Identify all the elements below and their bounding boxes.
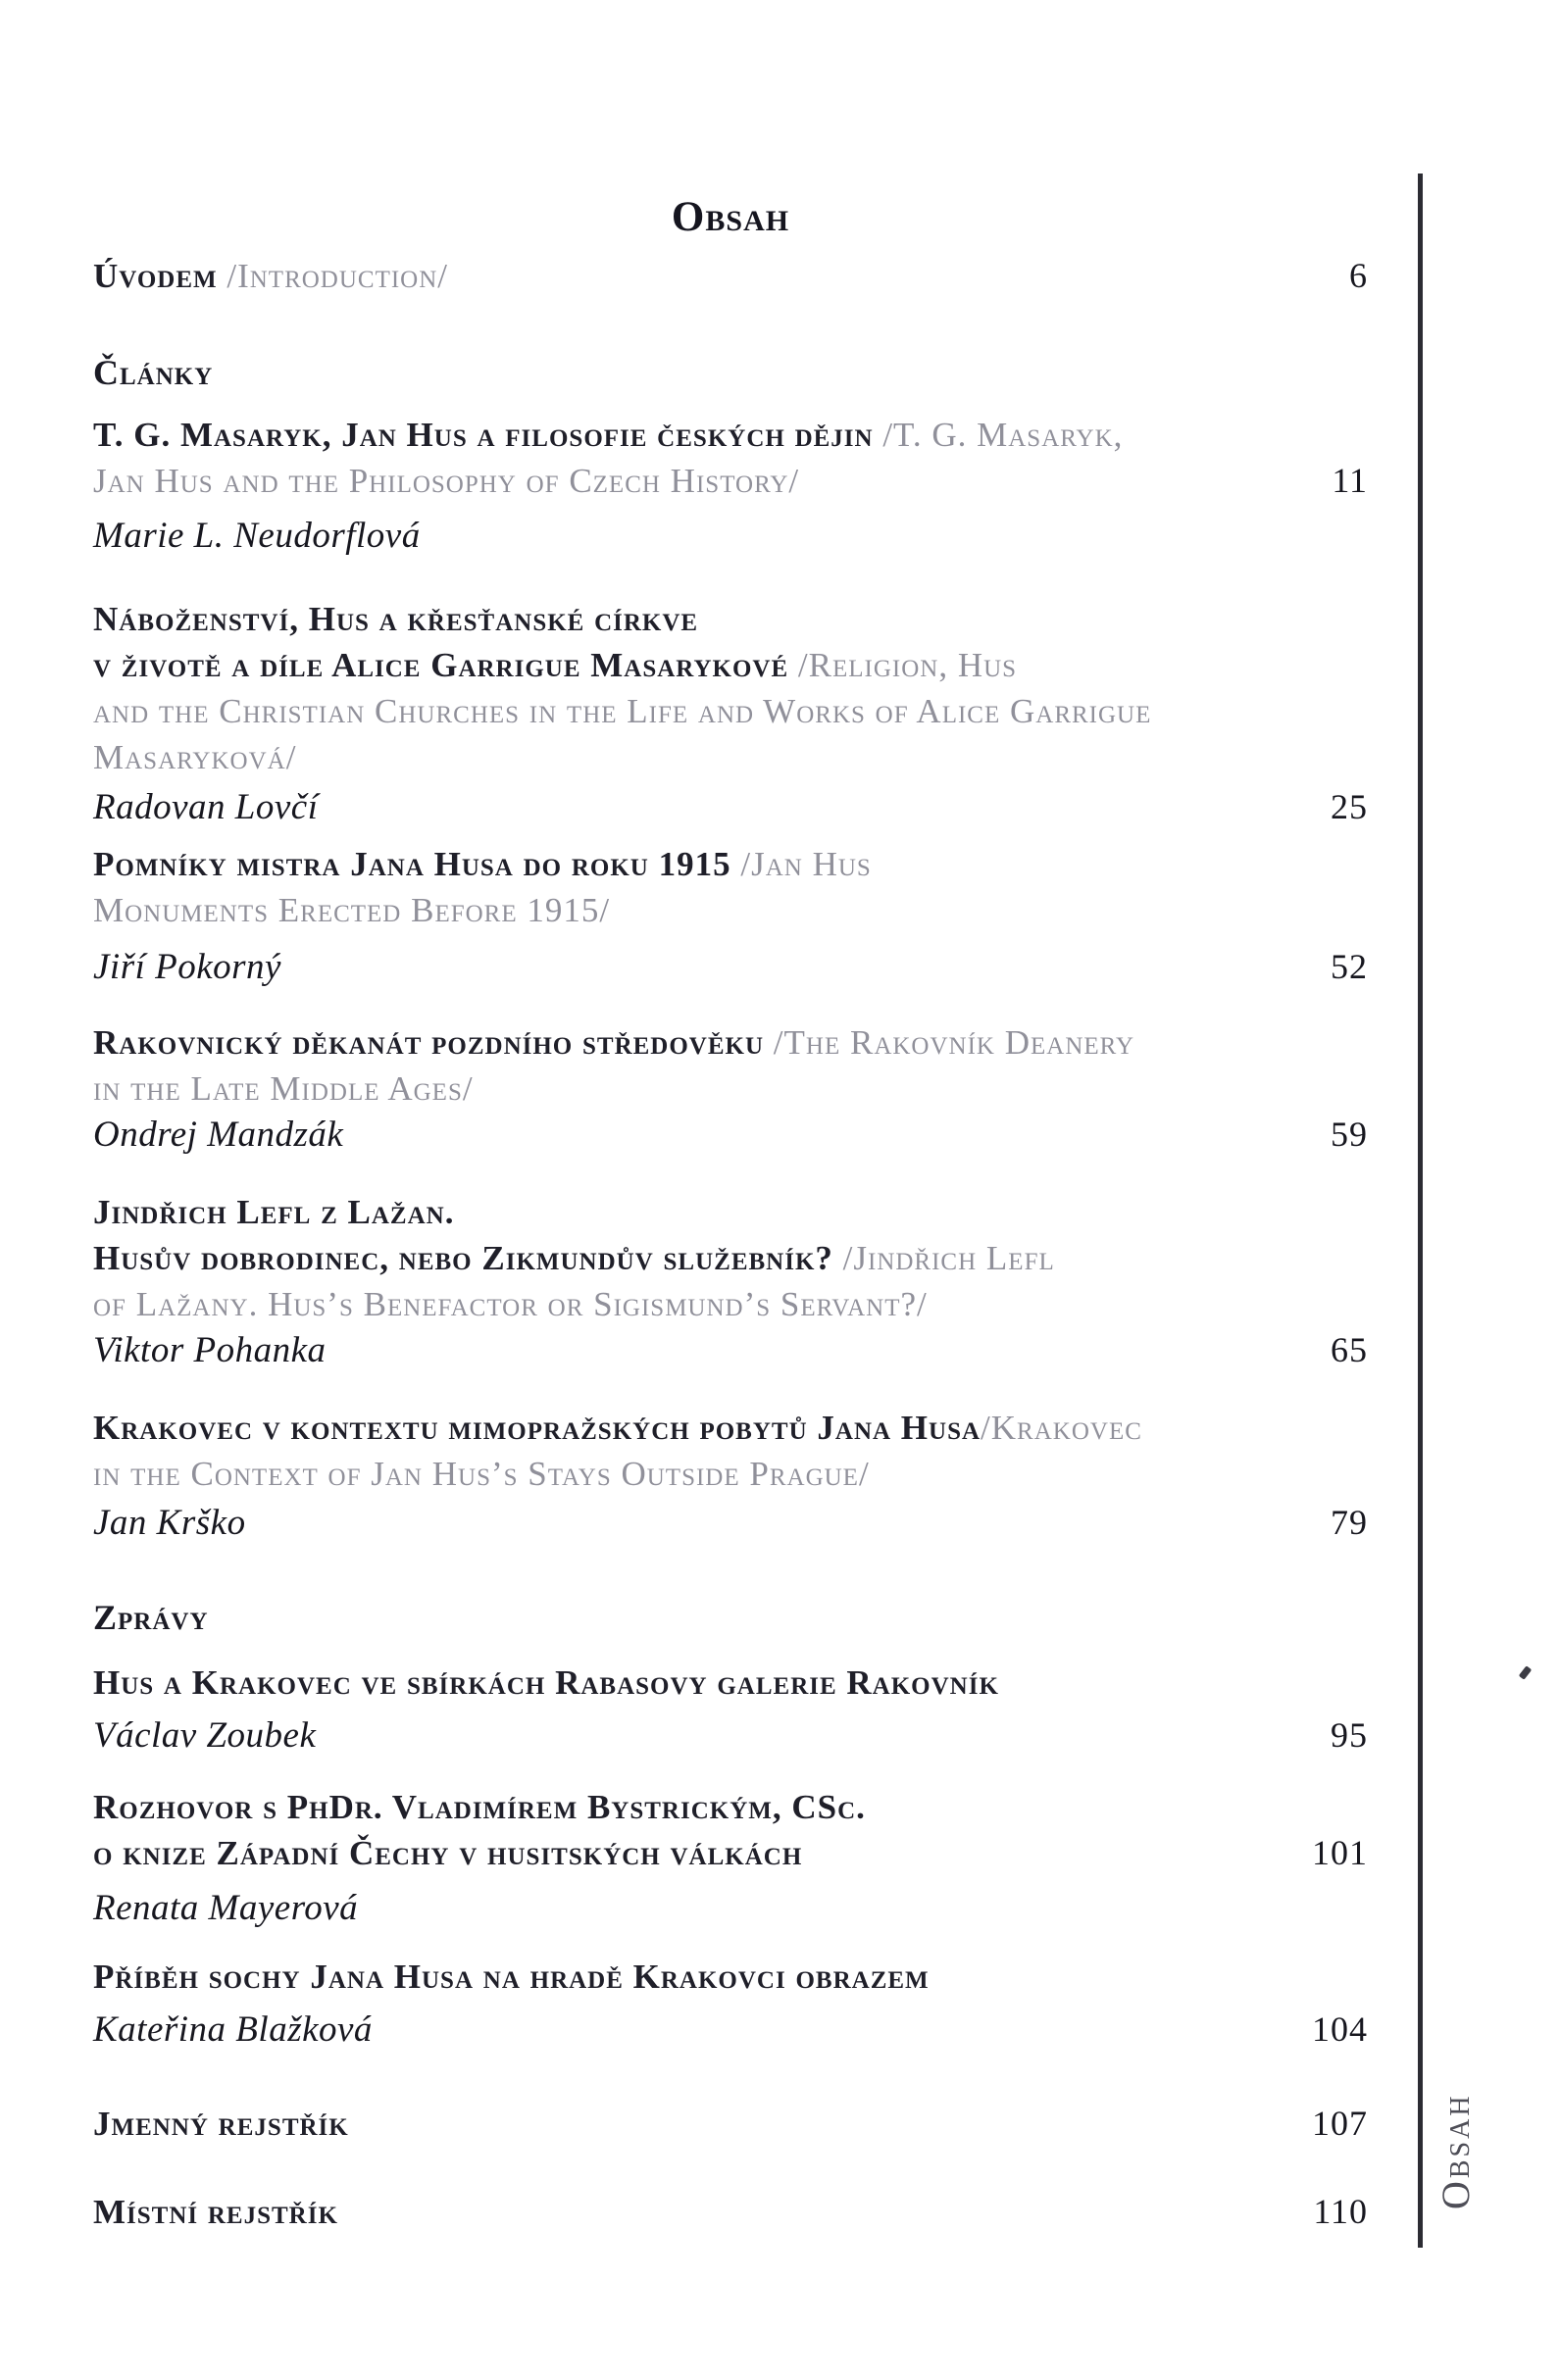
author-row [93,944,1368,990]
page-number: 104 [1312,2009,1368,2049]
toc-entry-uvodem [93,253,1368,299]
page-number: 59 [1331,1115,1368,1154]
entry-title-line [93,596,698,642]
entry-title-line [93,2101,349,2147]
ink-speck [1519,1665,1533,1680]
toc-row [93,1281,1368,1327]
toc-row [93,734,1368,780]
author-row [93,2007,1368,2053]
author-name: Viktor Pohanka [93,1330,327,1370]
entry-title-line [93,2189,338,2235]
entry-title-cz: Krakovec v kontextu mimopražských pobytů Jana Husa [93,1409,981,1447]
entry-title-cz: Náboženství, Hus a křesťanské církve [93,600,699,638]
toc-entry-jindrich-lefl [93,1189,1368,1373]
entry-title-line [93,1954,930,2000]
toc-row [93,1954,1368,2000]
entry-title-line [93,1235,1055,1281]
entry-title-en: in the Late Middle Ages/ [93,1069,474,1108]
entry-title-en: Monuments Erected Before 1915/ [93,891,611,929]
entry-title-line [93,458,799,504]
author-row [93,1500,1368,1546]
entry-title-line [93,1830,802,1876]
toc-row [93,1189,1368,1235]
entry-title-cz: Rakovnický děkanát pozdního středověku [93,1023,774,1062]
entry-title-en: /Religion, Hus [797,646,1018,684]
toc-row [93,1066,1368,1112]
entry-title-cz: Příběh sochy Jana Husa na hradě Krakovci obrazem [93,1958,930,1996]
toc-row [93,642,1368,688]
entry-title-line [93,1784,866,1830]
toc-entry-nabozenstvi [93,596,1368,830]
entry-title-en: /Introduction/ [226,257,449,295]
page-number: 11 [1332,461,1368,500]
toc-entry-masaryk [93,412,1368,559]
entry-title-line [93,688,1151,734]
entry-title-en: Masaryková/ [93,738,297,776]
entry-title-en: /Krakovec [981,1409,1142,1447]
entry-title-line [93,1660,999,1706]
entry-title-line [93,734,296,780]
toc-row [93,1019,1368,1066]
page-number: 95 [1331,1715,1368,1755]
entry-title-cz: v životě a díle Alice Garrigue Masarykové [93,646,798,684]
entry-title-line [93,1451,870,1497]
toc-row [93,841,1368,887]
entry-title-cz: Jmenný rejstřík [93,2105,349,2143]
toc-row [93,1235,1368,1281]
toc-row [93,2101,1368,2147]
page-number: 110 [1313,2192,1368,2231]
entry-title-en: Jan Hus and the Philosophy of Czech History/ [93,462,800,500]
entry-title-line [93,1281,928,1327]
entry-title-line [93,1066,474,1112]
entry-title-cz: Hus a Krakovec ve sbírkách Rabasovy galerie Rakovník [93,1663,999,1702]
author-name: Marie L. Neudorflová [93,516,421,556]
entry-title-en: /The Rakovník Deanery [773,1023,1134,1062]
toc-row [93,596,1368,642]
page-number: 25 [1331,787,1368,826]
toc-row [93,253,1368,299]
toc-entry-rakovnicky [93,1019,1368,1158]
entry-title-en: /Jindřich Lefl [842,1239,1055,1277]
side-label-obsah: Obsah [1434,2093,1478,2209]
page-number: 52 [1331,947,1368,986]
author-row [93,1112,1368,1158]
author-name: Kateřina Blažková [93,2009,373,2050]
entry-title-cz: Jindřich Lefl z Lažan. [93,1193,455,1231]
entry-title-en: in the Context of Jan Hus’s Stays Outside Prague/ [93,1455,870,1493]
entry-title-cz: T. G. Masaryk, Jan Hus a filosofie českých dějin [93,416,883,454]
entry-title-line [93,642,1017,688]
author-name: Václav Zoubek [93,1715,317,1756]
toc-row [93,1784,1368,1830]
author-row [93,1327,1368,1373]
toc-entry-pomniky [93,841,1368,990]
entry-title-line [93,1019,1134,1066]
page-number: 65 [1331,1330,1368,1369]
entry-title-line [93,887,610,933]
entry-title-en: /Jan Hus [740,845,872,883]
page-number: 101 [1312,1833,1368,1872]
toc-entry-hus-a-krakovec [93,1660,1368,1759]
toc-content [93,192,1368,2235]
page-title: Obsah [671,194,790,240]
author-name: Jan Krško [93,1503,246,1543]
entry-title-en: of Lažany. Hus’s Benefactor or Sigismund’s Servant?/ [93,1285,928,1323]
entry-title-cz: Pomníky mistra Jana Husa do roku 1915 [93,845,741,883]
page-number: 79 [1331,1503,1368,1542]
author-name: Jiří Pokorný [93,947,281,987]
author-row [93,1885,1368,1931]
section-heading-clanky: Články [93,353,214,392]
toc-row [93,887,1368,933]
author-name: Renata Mayerová [93,1888,359,1928]
entry-title-cz: Rozhovor s PhDr. Vladimírem Bystrickým, CSc. [93,1788,866,1826]
toc-entry-rozhovor [93,1784,1368,1931]
entry-title-line [93,1189,454,1235]
entry-title-en: and the Christian Churches in the Life and Works of Alice Garrigue [93,692,1152,730]
entry-title-line [93,412,1123,458]
entry-title-en: /T. G. Masaryk, [882,416,1124,454]
entry-title-line [93,841,872,887]
author-row [93,784,1368,830]
entry-title-cz: o knize Západní Čechy v husitských válkách [93,1834,803,1872]
toc-entry-pribeh-sochy [93,1954,1368,2053]
entry-title-line [93,1405,1142,1451]
toc-row [93,688,1368,734]
section-heading-zpravy: Zprávy [93,1598,209,1637]
toc-row [93,412,1368,458]
margin-rule [1418,174,1423,2248]
toc-row [93,1660,1368,1706]
toc-entry-jmenny-rejstrik [93,2101,1368,2147]
entry-title-cz: Úvodem [93,257,227,295]
toc-entry-krakovec [93,1405,1368,1546]
page-number: 6 [1349,256,1368,295]
author-name: Radovan Lovčí [93,787,319,827]
page-number: 107 [1312,2104,1368,2143]
author-name: Ondrej Mandzák [93,1115,344,1155]
author-row [93,513,1368,559]
entry-title-line [93,253,448,299]
toc-entry-mistni-rejstrik [93,2189,1368,2235]
toc-row [93,458,1368,504]
toc-row [93,2189,1368,2235]
toc-row [93,1451,1368,1497]
toc-row [93,1830,1368,1876]
entry-title-cz: Husův dobrodinec, nebo Zikmundův služebník? [93,1239,843,1277]
author-row [93,1712,1368,1759]
entry-title-cz: Místní rejstřík [93,2193,338,2231]
toc-row [93,1405,1368,1451]
